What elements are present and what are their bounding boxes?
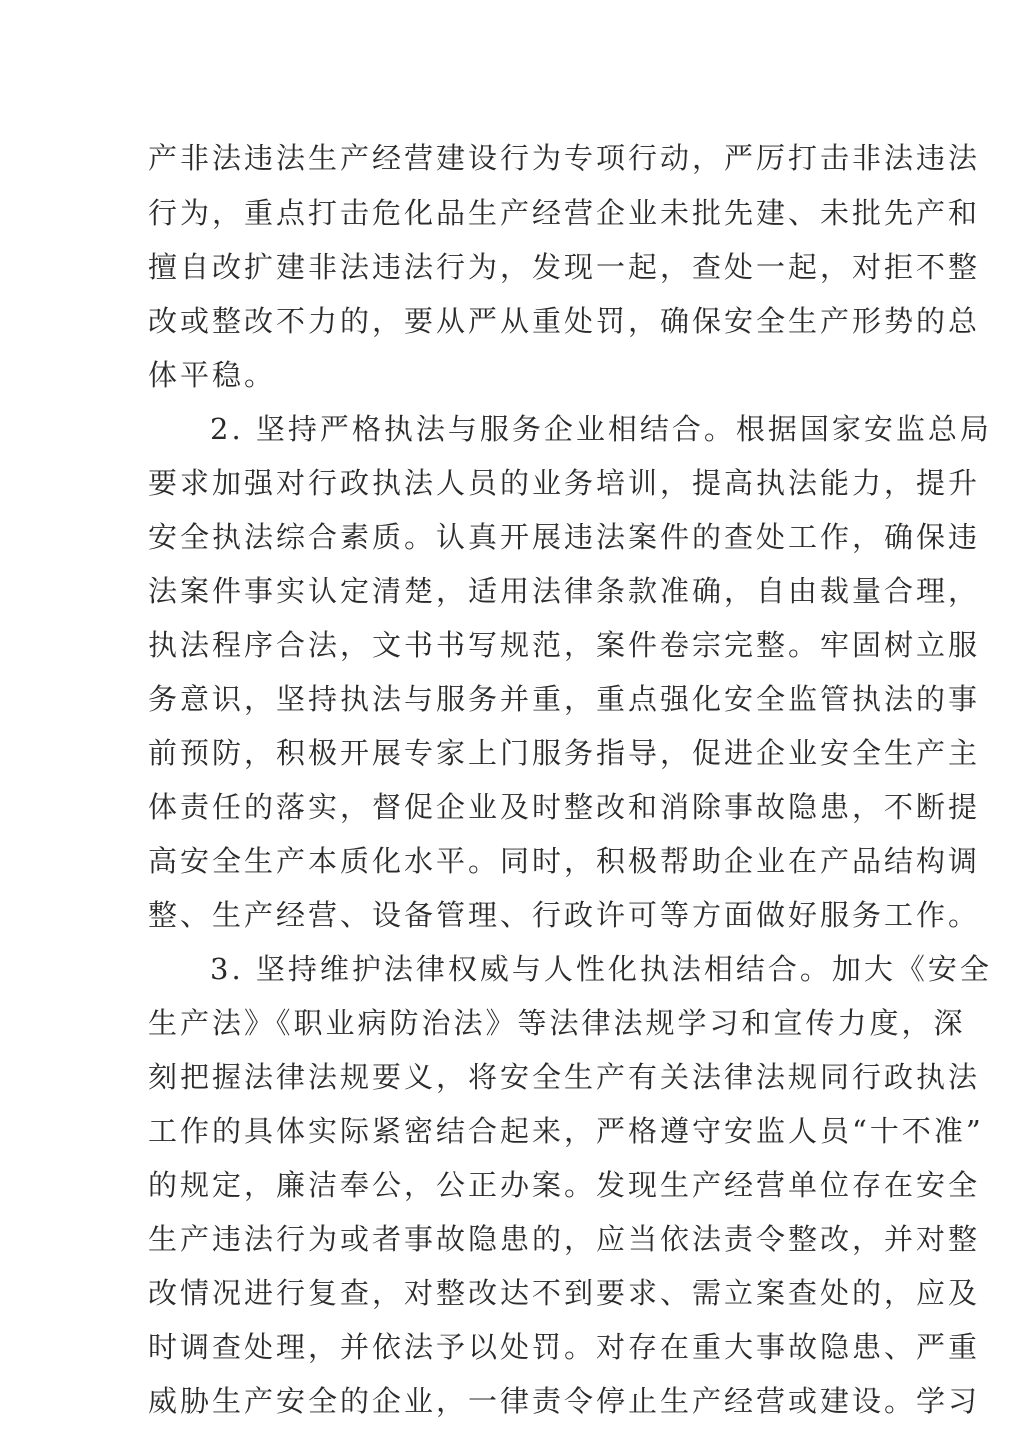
text-line: 2. 坚持严格执法与服务企业相结合。根据国家安监总局 — [210, 412, 992, 446]
text-line: 生产法》《职业病防治法》等法律法规学习和宣传力度，深 — [148, 1006, 966, 1040]
text-line: 改或整改不力的，要从严从重处罚，确保安全生产形势的总 — [148, 304, 981, 338]
text-line: 法案件事实认定清楚，适用法律条款准确，自由裁量合理， — [148, 574, 981, 608]
text-line: 时调查处理，并依法予以处罚。对存在重大事故隐患、严重 — [148, 1330, 981, 1364]
text-line: 3. 坚持维护法律权威与人性化执法相结合。加大《安全 — [210, 952, 992, 986]
text-line: 体平稳。 — [148, 358, 277, 392]
text-line: 行为，重点打击危化品生产经营企业未批先建、未批先产和 — [148, 196, 981, 230]
text-line: 工作的具体实际紧密结合起来，严格遵守安监人员“十不准” — [148, 1114, 984, 1148]
text-line: 务意识，坚持执法与服务并重，重点强化安全监管执法的事 — [148, 682, 981, 716]
text-line: 刻把握法律法规要义，将安全生产有关法律法规同行政执法 — [148, 1060, 981, 1094]
text-line: 安全执法综合素质。认真开展违法案件的查处工作，确保违 — [148, 520, 981, 554]
text-line: 威胁生产安全的企业，一律责令停止生产经营或建设。学习 — [148, 1384, 981, 1418]
text-line: 改情况进行复查，对整改达不到要求、需立案查处的，应及 — [148, 1276, 981, 1310]
text-line: 整、生产经营、设备管理、行政许可等方面做好服务工作。 — [148, 898, 981, 932]
text-line: 的规定，廉洁奉公，公正办案。发现生产经营单位存在安全 — [148, 1168, 981, 1202]
text-line: 产非法违法生产经营建设行为专项行动，严厉打击非法违法 — [148, 141, 981, 175]
text-line: 生产违法行为或者事故隐患的，应当依法责令整改，并对整 — [148, 1222, 981, 1256]
text-line: 擅自改扩建非法违法行为，发现一起，查处一起，对拒不整 — [148, 250, 981, 284]
text-line: 执法程序合法，文书书写规范，案件卷宗完整。牢固树立服 — [148, 628, 981, 662]
text-line: 高安全生产本质化水平。同时，积极帮助企业在产品结构调 — [148, 844, 981, 878]
text-line: 体责任的落实，督促企业及时整改和消除事故隐患，不断提 — [148, 790, 981, 824]
text-line: 要求加强对行政执法人员的业务培训，提高执法能力，提升 — [148, 466, 981, 500]
text-line: 前预防，积极开展专家上门服务指导，促进企业安全生产主 — [148, 736, 981, 770]
